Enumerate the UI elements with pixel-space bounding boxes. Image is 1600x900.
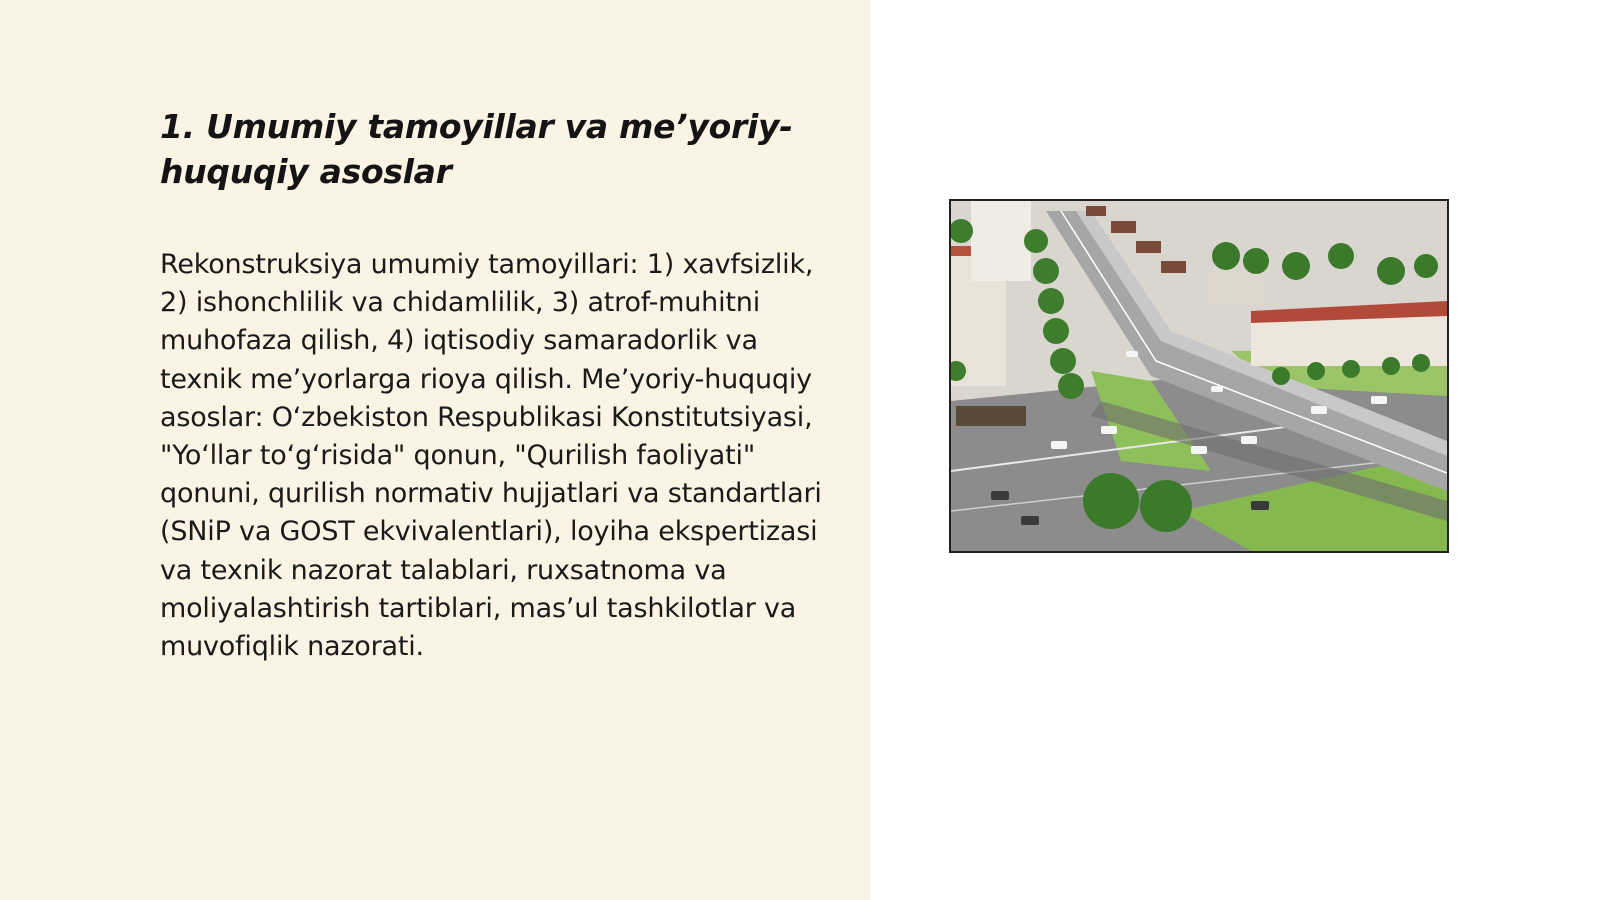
slide-body-text: Rekonstruksiya umumiy tamoyillari: 1) xavfsizlik, 2) ishonchlilik va chidamlilik, 3) atrof-muhitni muhofaza qilish, 4) iqtisodiy samaradorlik va texnik me’yorlarga rioya qilish. Me’yoriy-huquqiy asoslar: O‘zbekiston Respublikasi Konstitutsiyasi, "Yo‘llar to‘g‘risida" qonun, "Qurilish faoliyati" qonuni, qurilish normativ hujjatlari va standartlari (SNiP va GOST ekvivalentlari), loyiha ekspertizasi va texnik nazorat talablari, ruxsatnoma va moliyalashtirish tartiblari, mas’ul tashkilotlar va muvofiqlik nazorati. — [160, 249, 822, 663]
slide-title: 1. Umumiy tamoyillar va me’yoriy-huquqiy asoslar — [160, 107, 793, 191]
overpass-rendering-image — [949, 199, 1449, 553]
